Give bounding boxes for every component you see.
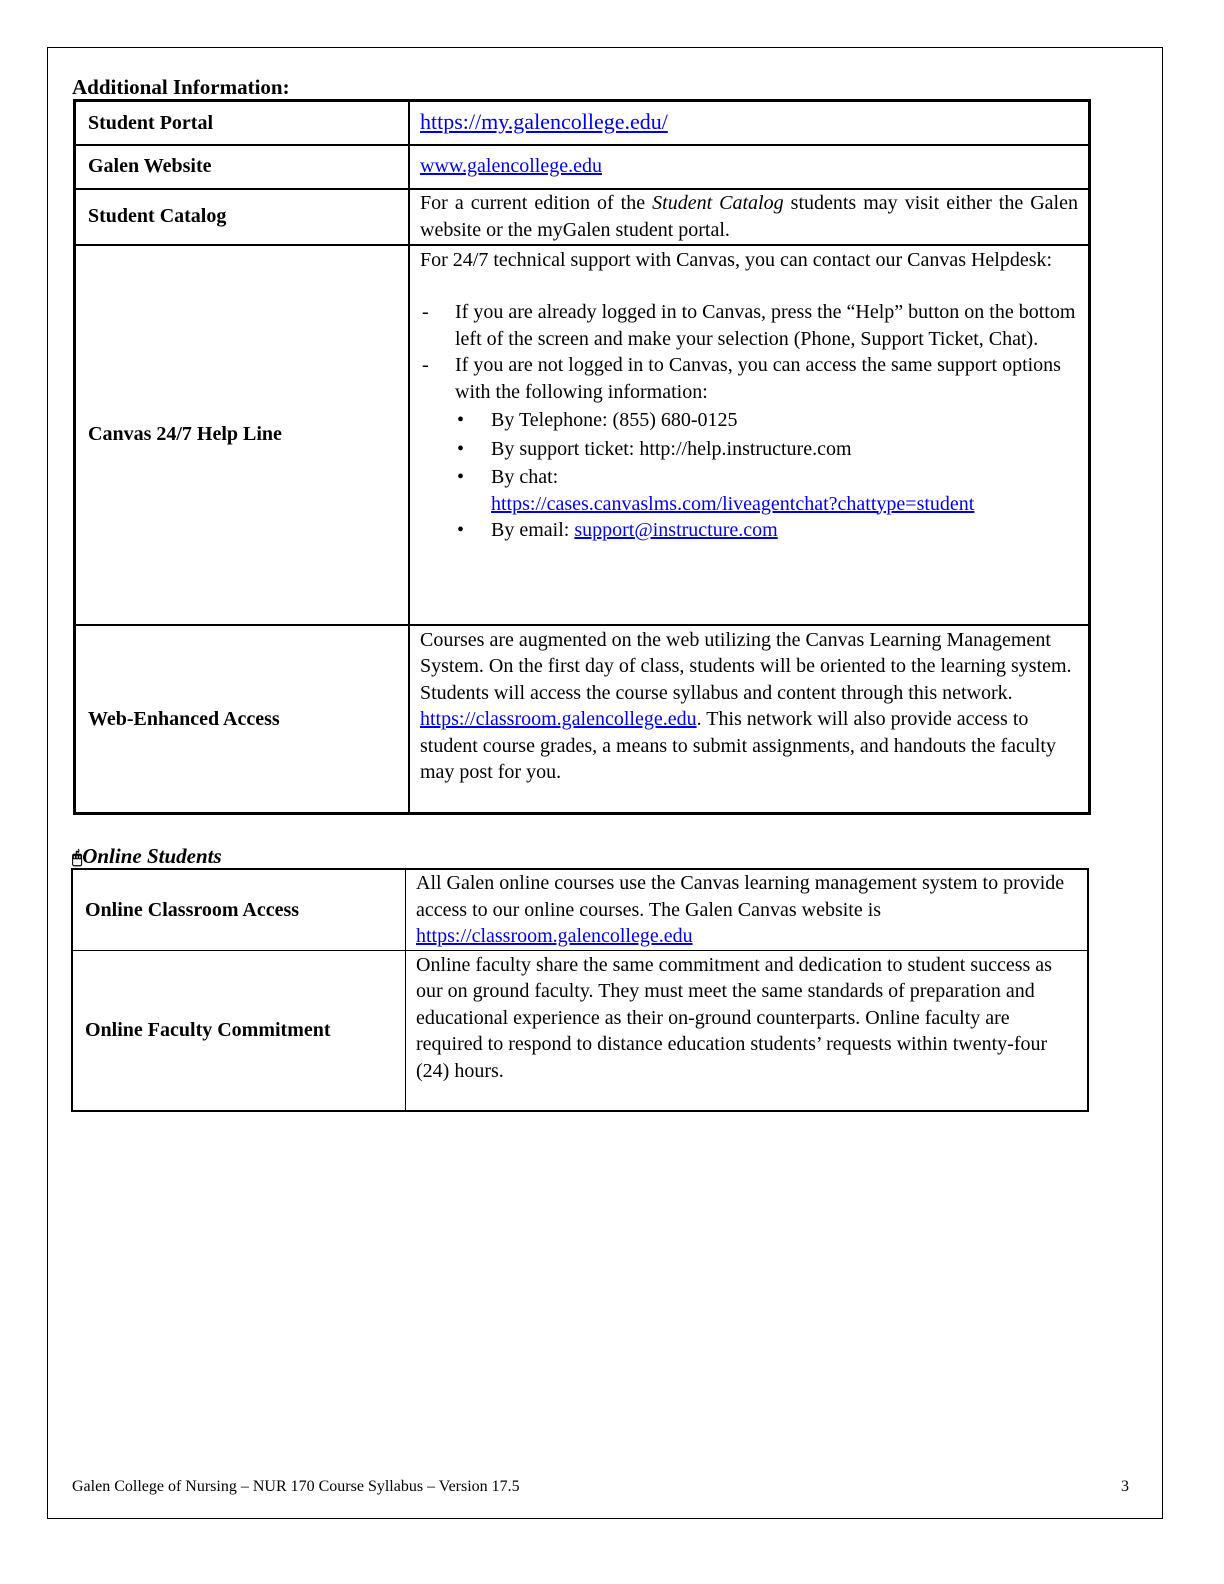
spacer: [420, 273, 1078, 299]
galen-website-cell: [409, 145, 1090, 189]
student-portal-label: Student Portal: [75, 101, 410, 145]
list-item: - If you are not logged in to Canvas, you can access the same support options with the following information:: [420, 352, 1078, 405]
galen-website-label: Galen Website: [75, 145, 410, 189]
student-catalog-text-before: For a current edition of the: [420, 192, 653, 214]
chat-link[interactable]: https://cases.canvaslms.com/liveagentchat?chattype=student: [491, 492, 975, 515]
canvas-help-intro: For 24/7 technical support with Canvas, you can contact our Canvas Helpdesk:: [420, 248, 1053, 271]
ticket-item: • By support ticket: http://help.instructure.com: [420, 436, 1078, 463]
footer-text: Galen College of Nursing – NUR 170 Course Syllabus – Version 17.5: [72, 1478, 520, 1495]
web-enhanced-text-after: . This network will also provide access to student course grades, a means to submit assignments, and handouts the faculty may post for you.: [420, 708, 1056, 783]
online-classroom-link[interactable]: https://classroom.galencollege.edu: [416, 925, 693, 947]
online-faculty-label: Online Faculty Commitment: [72, 950, 406, 1111]
table-row: [72, 950, 1088, 1111]
telephone-item: • By Telephone: (855) 680-0125: [420, 407, 1078, 434]
galen-website-link[interactable]: www.galencollege.edu: [420, 155, 602, 178]
email-link[interactable]: support@instructure.com: [574, 519, 778, 541]
table-row: [75, 189, 1090, 245]
additional-information-table: [73, 99, 1091, 815]
web-enhanced-link[interactable]: https://classroom.galencollege.edu: [420, 708, 697, 730]
online-classroom-label: Online Classroom Access: [72, 869, 406, 950]
table-row: [72, 869, 1088, 950]
chat-label: • By chat:: [491, 466, 559, 488]
online-students-table: [71, 868, 1089, 1112]
web-enhanced-label: Web-Enhanced Access: [75, 625, 410, 814]
mouse-pointer-icon: 🖱: [72, 848, 83, 867]
student-catalog-cell: [409, 189, 1090, 245]
student-catalog-label: Student Catalog: [75, 189, 410, 245]
canvas-help-dash-list: [420, 299, 1078, 405]
student-catalog-text-after: students may visit either the Galen website or the myGalen student portal.: [420, 192, 1078, 241]
list-item: - If you are already logged in to Canvas, press the “Help” button on the bottom left of the screen and make your selection (Phone, Support Ticket, Chat).: [420, 299, 1078, 352]
chat-item: [420, 464, 1078, 517]
email-item: [420, 517, 1078, 544]
online-students-heading-text: Online Students: [82, 844, 222, 868]
online-classroom-cell: [406, 869, 1089, 950]
student-portal-link[interactable]: https://my.galencollege.edu/: [420, 109, 668, 134]
table-row: [75, 245, 1090, 625]
student-portal-cell: [409, 101, 1090, 145]
canvas-help-cell: [409, 245, 1090, 625]
student-catalog-italic: Student Catalog: [652, 192, 784, 214]
canvas-help-bullet-list: [420, 407, 1078, 544]
page-number: 3: [1121, 1478, 1129, 1495]
email-label: By email:: [491, 519, 575, 541]
table-row: [75, 625, 1090, 814]
table-row: [75, 101, 1090, 145]
web-enhanced-text-before: Courses are augmented on the web utilizing the Canvas Learning Management System. On the first day of class, students will be oriented to the learning system. Students will access the course syllabus and content through this network.: [420, 628, 1072, 704]
online-classroom-text: All Galen online courses use the Canvas learning management system to provide access to our online courses. The Galen Canvas website is: [416, 872, 1065, 921]
web-enhanced-cell: [409, 625, 1090, 814]
online-faculty-cell: Online faculty share the same commitment and dedication to student success as our on ground faculty. They must meet the same standards of preparation and educational experience as their on-ground counterparts. Online faculty are required to respond to distance education students’ requests within twenty-four (24) hours.: [406, 950, 1089, 1111]
table-row: [75, 145, 1090, 189]
additional-information-heading: Additional Information:: [72, 75, 290, 99]
online-students-heading: [72, 844, 222, 870]
canvas-help-label: Canvas 24/7 Help Line: [75, 245, 410, 625]
